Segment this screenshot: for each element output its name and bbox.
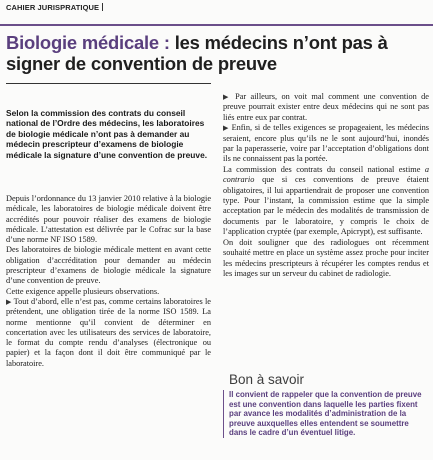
article-lede: Selon la commission des contrats du conseil national de l’Ordre des médecins, les laboratoires de biologie médicale n’ont pas à demander au médecin prescripteur d’examens de biologie médicale la signature d’une convention de preuve.	[6, 108, 208, 160]
section-tag	[6, 3, 103, 12]
triangle-bullet-icon: ▶	[223, 124, 229, 133]
left-paragraph-1: Depuis l’ordonnance du 13 janvier 2010 relative à la biologie médicale, les laboratoires de biologie médicale doivent être accrédités pour pouvoir réaliser des examens de biologie médicale. L’attestation est délivrée par le Cofrac sur la base d’une norme NF ISO 1589.	[6, 194, 211, 245]
right-paragraph-2	[223, 123, 429, 165]
right-paragraph-4: On doit souligner que des radiologues ont récemment souhaité mettre en place un système assez proche pour inciter les médecins prescripteurs à récupérer les comptes rendus et les images sur un serveur du cabinet de radiologie.	[223, 237, 429, 278]
article-headline	[6, 32, 430, 74]
triangle-bullet-icon: ▶	[223, 93, 231, 101]
bon-a-savoir-title: Bon à savoir	[229, 372, 305, 387]
left-paragraph-2: Des laboratoires de biologie médicale mettent en avant cette obligation d’accréditation pour demander au médecin prescripteur d’examens de biologie médicale la signature d’une convention de preuve.	[6, 245, 211, 286]
triangle-bullet-icon: ▶	[6, 297, 12, 306]
bon-a-savoir-body: Il convient de rappeler que la convention de preuve est une convention dans laquelle les parties fixent par avance les modalités d’administration de la preuve auxquelles elles entendent se soumettre dans le cadre d’un éventuel litige.	[223, 390, 428, 438]
right-paragraph-3-italic: a contrario	[223, 164, 429, 185]
lede-rule	[6, 83, 211, 84]
right-paragraph-1	[223, 92, 429, 123]
right-paragraph-1-text: Par ailleurs, on voit mal comment une convention de preuve pourrait exister entre deux médecins qui ne sont pas liés entre eux par contrat.	[223, 92, 429, 122]
bon-a-savoir-box	[223, 372, 428, 438]
title-rule	[0, 24, 433, 26]
right-paragraph-2-text: Enfin, si de telles exigences se propageaient, les médecins seraient, encore plus qu’ils ne le sont aujourd’hui, inondés par la paperasserie, voire par l’acceptation d’obligations dont ils ne connaissent pas la portée.	[223, 123, 429, 164]
headline-accent: Biologie médicale :	[6, 32, 170, 53]
left-paragraph-4	[6, 297, 211, 369]
section-label: CAHIER JURISPRATIQUE	[6, 3, 100, 12]
section-divider	[102, 3, 103, 11]
right-paragraph-3-b: que si ces conventions de preuve étaient obligatoires, il lui appartiendrait de proposer une convention type. Pour l’instant, la commission estime que la simple acceptation par le médecin des modalités de transmission de documents par le laboratoire, y compris le choix de l’application cryptée (par exemple, Apicrypt), est suffisante.	[223, 175, 429, 237]
left-paragraph-3: Cette exigence appelle plusieurs observations.	[6, 286, 160, 296]
right-paragraph-3	[223, 165, 429, 238]
right-paragraph-3-a: La commission des contrats du conseil national estime	[223, 164, 421, 174]
left-paragraph-4-text: Tout d’abord, elle n’est pas, comme certains laboratoires le prétendent, une obligation tirée de la norme ISO 1589. La norme mentionne qu’il convient de déterminer en concertation avec les utilisateurs des services de laboratoire, le format du compte rendu d’analyses (électronique ou papier) et la façon dont il doit être communiqué par le laboratoire.	[6, 296, 211, 368]
right-column	[223, 92, 429, 279]
left-column	[6, 194, 211, 369]
headline-main: les médecins n’ont pas à signer de convention de preuve	[6, 32, 388, 74]
